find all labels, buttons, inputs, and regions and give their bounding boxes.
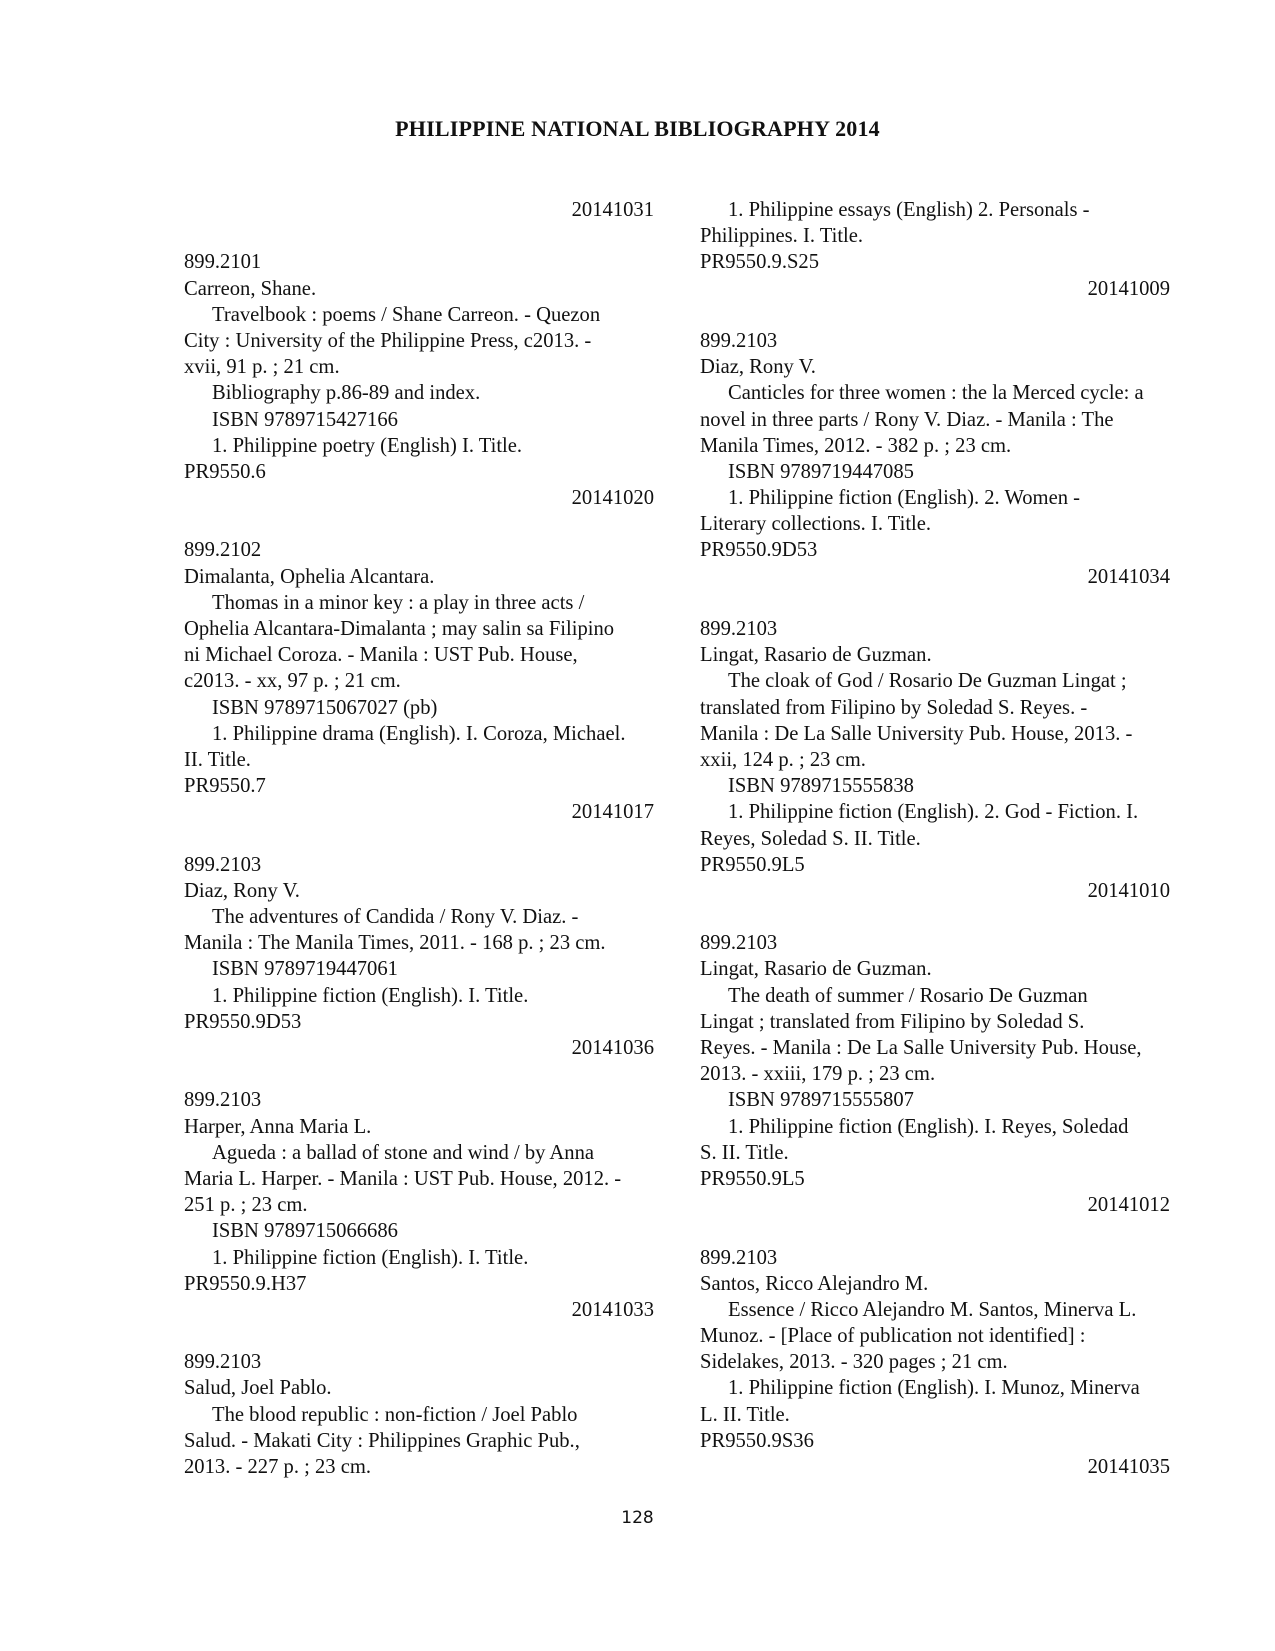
entry-line: 899.2103 [700, 329, 778, 352]
entry-line: Reyes. - Manila : De La Salle University Pub. House, [700, 1037, 1142, 1059]
record-number: 20141034 [1087, 565, 1170, 588]
entry-indented-line: 1. Philippine poetry (English) I. Title. [212, 434, 523, 457]
entry-indented-line: ISBN 9789719447085 [728, 460, 914, 483]
record-number: 20141012 [1087, 1194, 1170, 1217]
entry-indented-line: 1. Philippine fiction (English). 2. God - Fiction. I. [728, 801, 1139, 824]
entry-line: 899.2103 [184, 853, 262, 876]
entry-line: Salud. - Makati City : Philippines Graphic Pub., [184, 1429, 580, 1452]
entry-line: L. II. Title. [700, 1403, 790, 1426]
entry-indented-line: ISBN 9789719447061 [212, 958, 398, 981]
record-number: 20141020 [571, 487, 654, 510]
entry-line: translated from Filipino by Soledad S. Reyes. - [700, 696, 1088, 719]
entry-line: Santos, Ricco Alejandro M. [700, 1272, 929, 1295]
entry-line: PR9550.9D53 [700, 539, 818, 562]
entry-line: II. Title. [184, 748, 251, 771]
entry-line: c2013. - xx, 97 p. ; 21 cm. [184, 670, 401, 693]
entry-line: Philippines. I. Title. [700, 225, 864, 248]
entry-line: Sidelakes, 2013. - 320 pages ; 21 cm. [700, 1351, 1008, 1374]
entry-indented-line: Bibliography p.86-89 and index. [212, 382, 481, 405]
entry-line: Maria L. Harper. - Manila : UST Pub. House, 2012. - [184, 1167, 622, 1190]
record-number: 20141031 [571, 199, 654, 221]
entry-line: xvii, 91 p. ; 21 cm. [184, 356, 340, 379]
entry-line: 899.2101 [184, 251, 262, 274]
entry-line: City : University of the Philippine Press, c2013. - [184, 329, 592, 352]
entry-spacer [184, 826, 654, 852]
entry-line: PR9550.9D53 [184, 1010, 302, 1033]
entry-line: PR9550.9.H37 [184, 1272, 307, 1295]
entry-indented-line: ISBN 9789715555838 [728, 775, 914, 798]
entry-line: PR9550.7 [184, 775, 266, 798]
entry-line: Reyes, Soledad S. II. Title. [700, 827, 921, 850]
entry-spacer [700, 302, 1170, 328]
right-column [700, 197, 1170, 1480]
entry-line: 899.2103 [184, 1351, 262, 1374]
entry-line: Literary collections. I. Title. [700, 513, 932, 536]
entry-line: Lingat, Rasario de Guzman. [700, 958, 932, 981]
entry-line: 899.2103 [700, 932, 778, 955]
entry-indented-line: Canticles for three women : the la Merced cycle: a [728, 382, 1144, 405]
entry-indented-line: ISBN 9789715067027 (pb) [212, 696, 438, 719]
entry-spacer [184, 223, 654, 249]
entry-line: 899.2103 [184, 1089, 262, 1112]
record-number: 20141033 [571, 1298, 654, 1321]
entry-indented-line: 1. Philippine essays (English) 2. Personals - [728, 199, 1090, 221]
entry-indented-line: 1. Philippine fiction (English). I. Title. [212, 984, 529, 1007]
page-number: 128 [621, 1508, 654, 1528]
entry-line: 2013. - 227 p. ; 23 cm. [184, 1456, 372, 1478]
entry-line: Manila : The Manila Times, 2011. - 168 p. ; 23 cm. [184, 932, 606, 955]
entry-line: Carreon, Shane. [184, 277, 317, 300]
entry-indented-line: ISBN 9789715427166 [212, 408, 398, 431]
entry-line: Diaz, Rony V. [184, 879, 300, 902]
record-number: 20141010 [1087, 879, 1170, 902]
entry-line: 2013. - xxiii, 179 p. ; 23 cm. [700, 1063, 936, 1086]
entry-spacer [700, 904, 1170, 930]
record-number: 20141036 [571, 1037, 654, 1059]
entry-line: 899.2103 [700, 618, 778, 640]
entry-line: 899.2103 [700, 1246, 778, 1269]
entry-line: Diaz, Rony V. [700, 356, 816, 379]
entry-line: S. II. Title. [700, 1141, 789, 1164]
entry-spacer [700, 590, 1170, 616]
entry-line: PR9550.6 [184, 460, 266, 483]
entry-line: 899.2102 [184, 539, 262, 562]
entry-indented-line: The adventures of Candida / Rony V. Diaz. - [212, 906, 579, 929]
record-number: 20141017 [571, 801, 654, 824]
entry-line: Lingat, Rasario de Guzman. [700, 644, 932, 667]
entry-indented-line: 1. Philippine fiction (English). 2. Women - [728, 487, 1081, 510]
entry-spacer [700, 1218, 1170, 1244]
entry-line: Munoz. - [Place of publication not identified] : [700, 1325, 1086, 1348]
record-number: 20141035 [1087, 1456, 1170, 1478]
entry-line: novel in three parts / Rony V. Diaz. - Manila : The [700, 408, 1114, 431]
entry-spacer [184, 1323, 654, 1349]
entry-indented-line: Essence / Ricco Alejandro M. Santos, Minerva L. [728, 1298, 1137, 1321]
entry-spacer [184, 511, 654, 537]
record-number: 20141009 [1087, 277, 1170, 300]
entry-line: PR9550.9S36 [700, 1429, 814, 1452]
entry-line: PR9550.9.S25 [700, 251, 820, 274]
entry-indented-line: The death of summer / Rosario De Guzman [728, 984, 1088, 1007]
left-column [184, 197, 654, 1480]
entry-indented-line: 1. Philippine fiction (English). I. Munoz, Minerva [728, 1377, 1140, 1400]
entry-line: PR9550.9L5 [700, 853, 805, 876]
entry-indented-line: The blood republic : non-fiction / Joel Pablo [212, 1403, 578, 1426]
entry-line: 251 p. ; 23 cm. [184, 1194, 308, 1217]
entry-indented-line: 1. Philippine drama (English). I. Coroza, Michael. [212, 722, 626, 745]
entry-line: Manila Times, 2012. - 382 p. ; 23 cm. [700, 434, 1012, 457]
entry-line: ni Michael Coroza. - Manila : UST Pub. House, [184, 644, 578, 667]
entry-spacer [184, 1061, 654, 1087]
page-title: PHILIPPINE NATIONAL BIBLIOGRAPHY 2014 [395, 116, 880, 141]
entry-indented-line: ISBN 9789715066686 [212, 1220, 398, 1243]
entry-indented-line: Thomas in a minor key : a play in three acts / [212, 591, 585, 614]
entry-line: xxii, 124 p. ; 23 cm. [700, 748, 866, 771]
entry-indented-line: 1. Philippine fiction (English). I. Reyes, Soledad [728, 1115, 1129, 1138]
entry-indented-line: The cloak of God / Rosario De Guzman Lingat ; [728, 670, 1127, 693]
entry-line: PR9550.9L5 [700, 1167, 805, 1190]
entry-indented-line: 1. Philippine fiction (English). I. Title. [212, 1246, 529, 1269]
entry-line: Salud, Joel Pablo. [184, 1377, 332, 1400]
entry-line: Lingat ; translated from Filipino by Soledad S. [700, 1010, 1085, 1033]
entry-line: Ophelia Alcantara-Dimalanta ; may salin sa Filipino [184, 618, 615, 640]
entry-indented-line: ISBN 9789715555807 [728, 1089, 914, 1112]
entry-line: Dimalanta, Ophelia Alcantara. [184, 565, 435, 588]
entry-indented-line: Travelbook : poems / Shane Carreon. - Quezon [212, 303, 601, 326]
entry-line: Harper, Anna Maria L. [184, 1115, 372, 1138]
entry-indented-line: Agueda : a ballad of stone and wind / by Anna [212, 1141, 595, 1164]
entry-line: Manila : De La Salle University Pub. House, 2013. - [700, 722, 1133, 745]
